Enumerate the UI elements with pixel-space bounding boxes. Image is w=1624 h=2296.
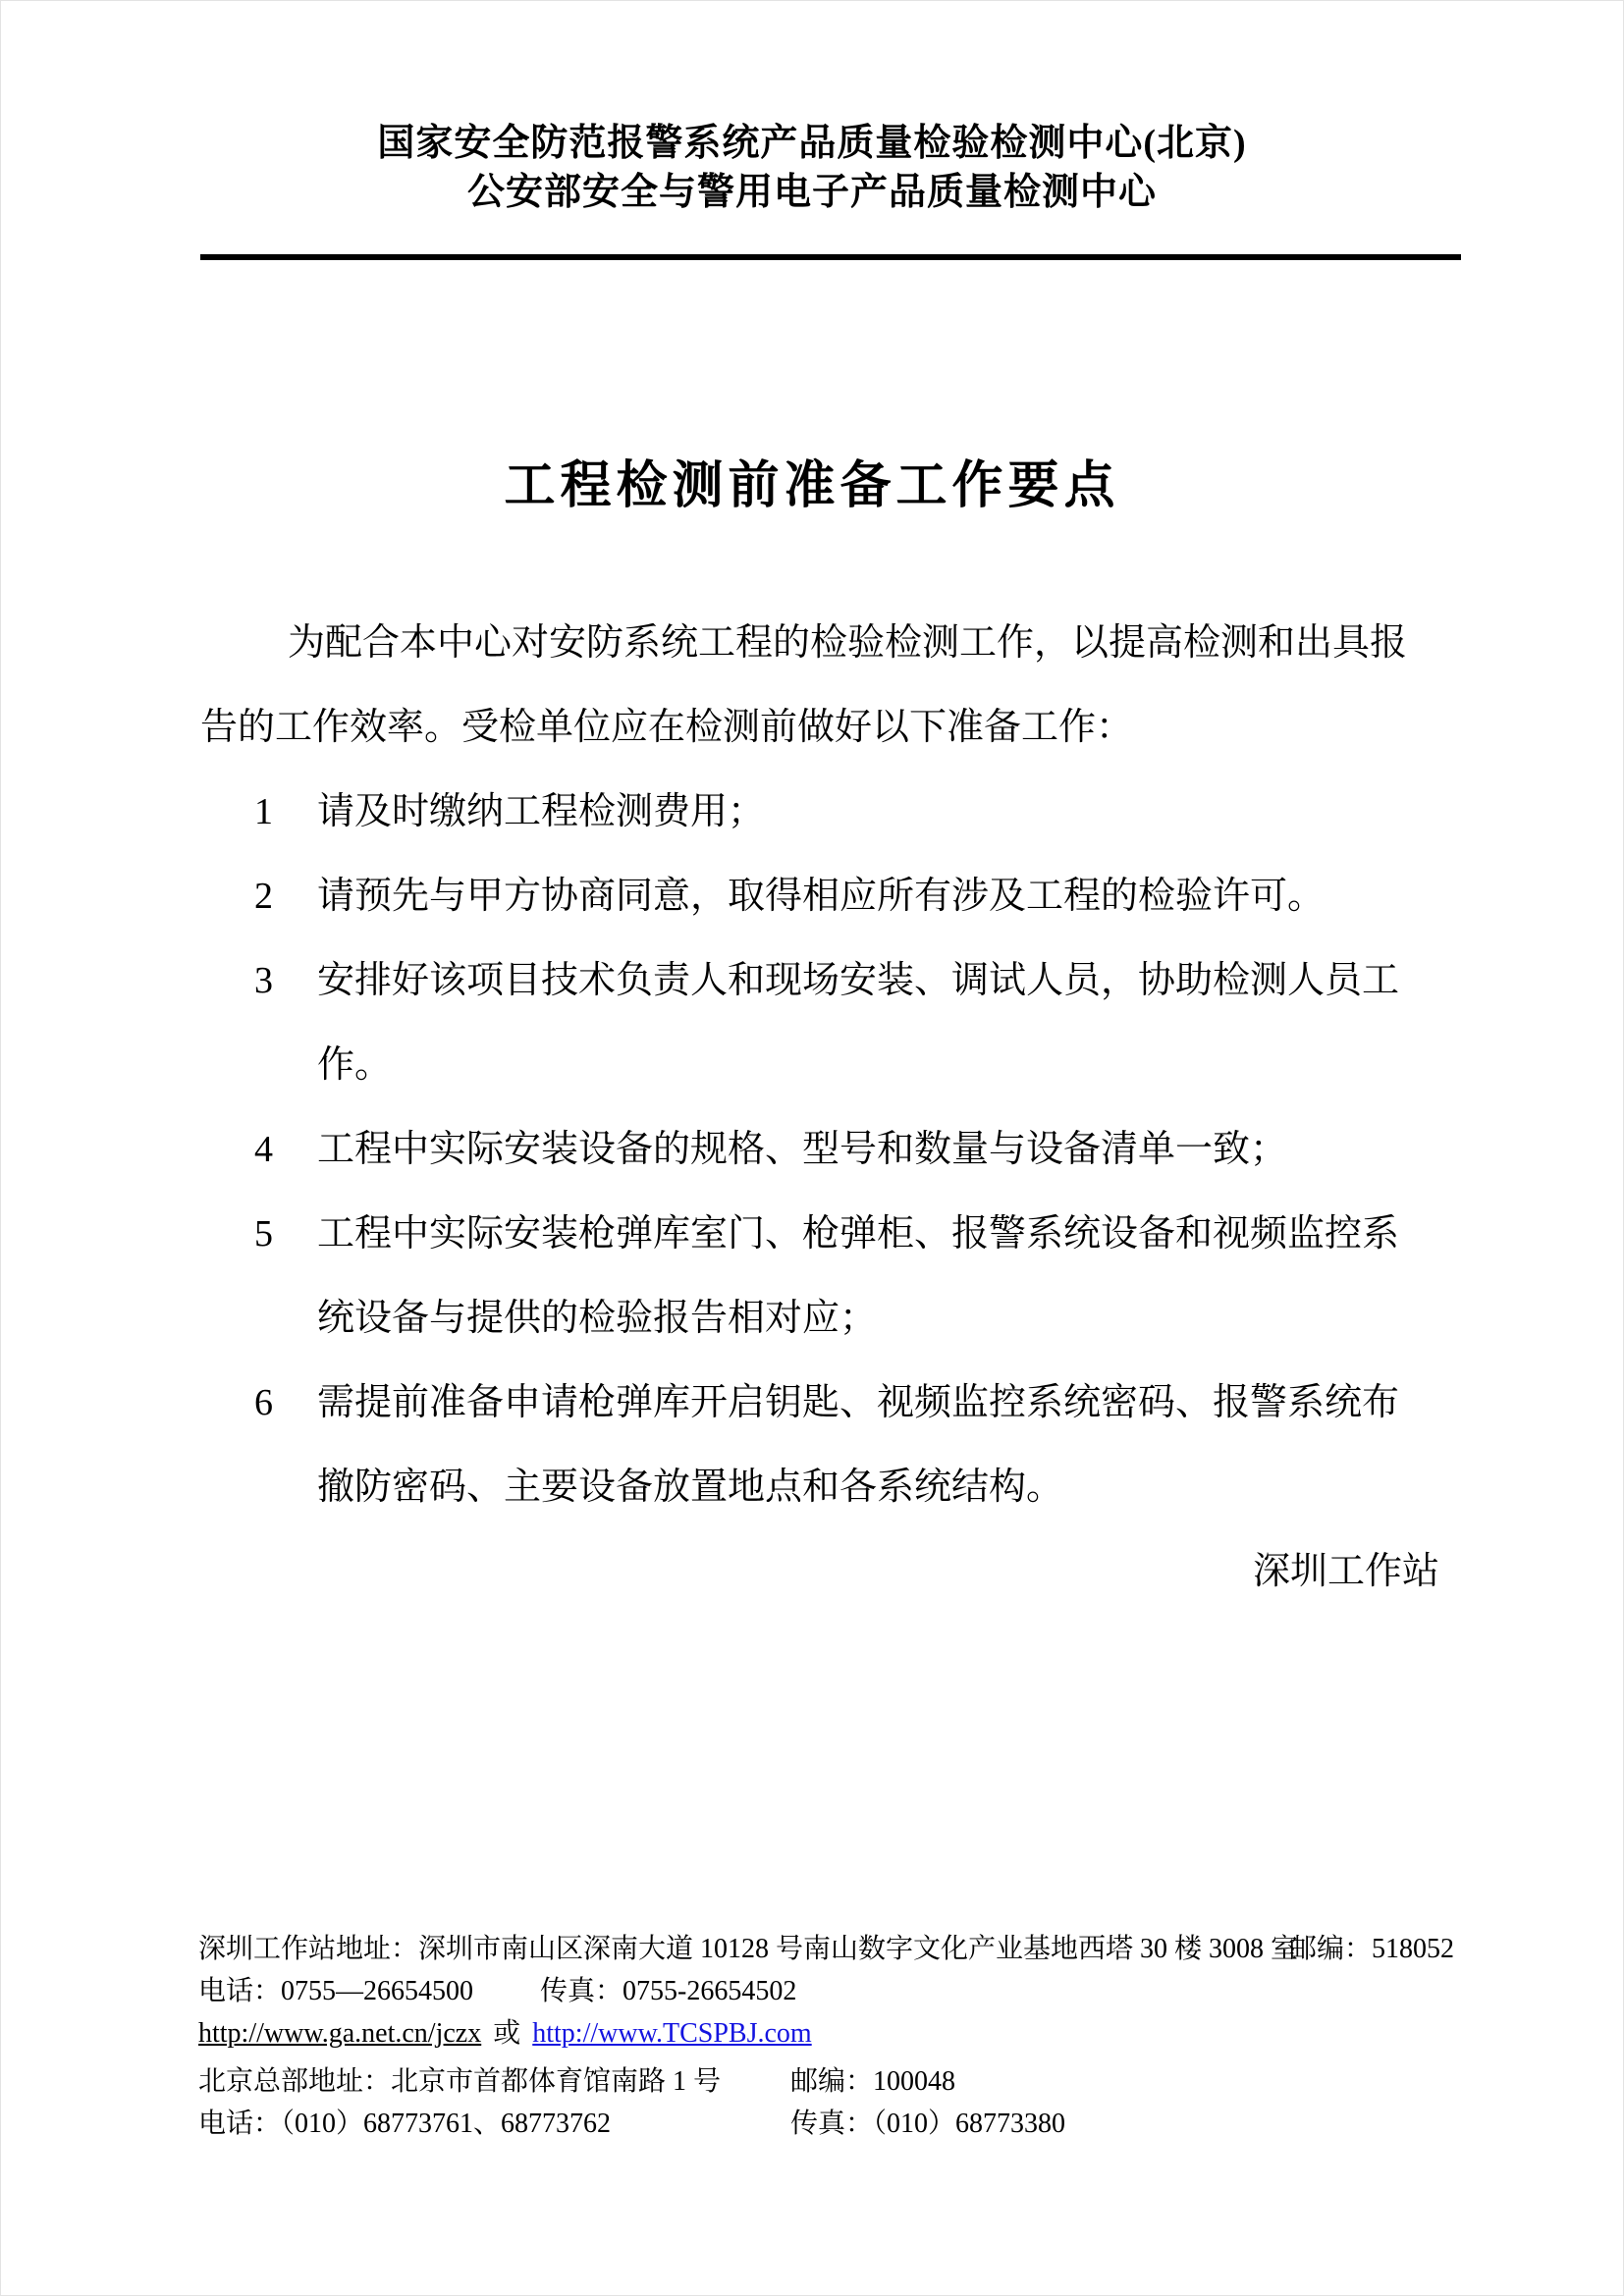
tcspbj-link[interactable]: http://www.TCSPBJ.com <box>532 2018 812 2049</box>
list-item-number: 1 <box>254 791 273 832</box>
list-item <box>200 938 1439 1023</box>
list-item-number: 3 <box>254 960 273 1001</box>
list-item-number: 5 <box>254 1213 273 1255</box>
footer-phone-line <box>198 2103 1439 2145</box>
list-item <box>200 1192 1439 1276</box>
shenzhen-fax: 传真：0755-26654502 <box>540 1976 797 2006</box>
list-item-continuation <box>200 1276 1439 1361</box>
org-name-line2: 公安部安全与警用电子产品质量检测中心 <box>466 172 1157 213</box>
footer-beijing-block <box>198 2060 1439 2145</box>
ga-net-link[interactable]: http://www.ga.net.cn/jczx <box>198 2018 482 2049</box>
list-item-continuation <box>200 1023 1439 1107</box>
shenzhen-postal-code: 邮编：518052 <box>1289 1934 1455 1964</box>
footer-address-line <box>198 2060 1439 2103</box>
list-item <box>200 770 1439 854</box>
list-item <box>200 1361 1439 1445</box>
intro-paragraph-line: 为配合本中心对安防系统工程的检验检测工作，以提高检测和出具报 <box>288 622 1408 664</box>
header-divider <box>200 254 1461 260</box>
list-item-text: 工程中实际安装枪弹库室门、枪弹柜、报警系统设备和视频监控系 <box>317 1213 1400 1255</box>
beijing-fax: 传真：（010）68773380 <box>790 2109 1066 2139</box>
org-name-line1: 国家安全防范报警系统产品质量检验检测中心(北京) <box>377 123 1247 164</box>
document-body <box>200 601 1439 1614</box>
shenzhen-address: 深圳工作站地址：深圳市南山区深南大道 10128 号南山数字文化产业基地西塔 30 楼 3008 室 <box>198 1934 1299 1964</box>
list-item <box>200 1107 1439 1192</box>
list-item-text: 工程中实际安装设备的规格、型号和数量与设备清单一致； <box>317 1129 1288 1170</box>
list-item-text: 撤防密码、主要设备放置地点和各系统结构。 <box>317 1467 1064 1508</box>
list-item-number: 6 <box>254 1382 273 1423</box>
list-item <box>200 854 1439 938</box>
list-item-text: 请及时缴纳工程检测费用； <box>317 791 766 832</box>
document-title: 工程检测前准备工作要点 <box>504 458 1120 514</box>
letterhead <box>0 119 1624 217</box>
list-item-text: 安排好该项目技术负责人和现场安装、调试人员，协助检测人员工 <box>317 960 1400 1001</box>
list-item-text: 需提前准备申请枪弹库开启钥匙、视频监控系统密码、报警系统布 <box>317 1382 1400 1423</box>
intro-paragraph-line: 告的工作效率。受检单位应在检测前做好以下准备工作： <box>200 707 1134 748</box>
list-item-text: 统设备与提供的检验报告相对应； <box>317 1298 878 1339</box>
list-item-number: 2 <box>254 876 273 917</box>
beijing-phone: 电话：（010）68773761、68773762 <box>198 2109 612 2139</box>
beijing-postal-code: 邮编：100048 <box>790 2066 956 2097</box>
shenzhen-phone: 电话：0755—26654500 <box>198 1976 474 2006</box>
beijing-address: 北京总部地址：北京市首都体育馆南路 1 号 <box>198 2066 722 2097</box>
footer-address-line <box>198 1928 1455 1970</box>
list-item-text: 请预先与甲方协商同意，取得相应所有涉及工程的检验许可。 <box>317 876 1326 917</box>
list-item-continuation <box>200 1445 1439 1529</box>
url-separator: 或 <box>493 2018 521 2049</box>
footer-url-line <box>198 2012 1439 2055</box>
footer-phone-line <box>198 1970 1439 2012</box>
list-item-text: 作。 <box>317 1044 393 1086</box>
list-item-number: 4 <box>254 1129 273 1170</box>
signature: 深圳工作站 <box>1252 1551 1439 1592</box>
footer-shenzhen-block <box>198 1928 1455 2055</box>
